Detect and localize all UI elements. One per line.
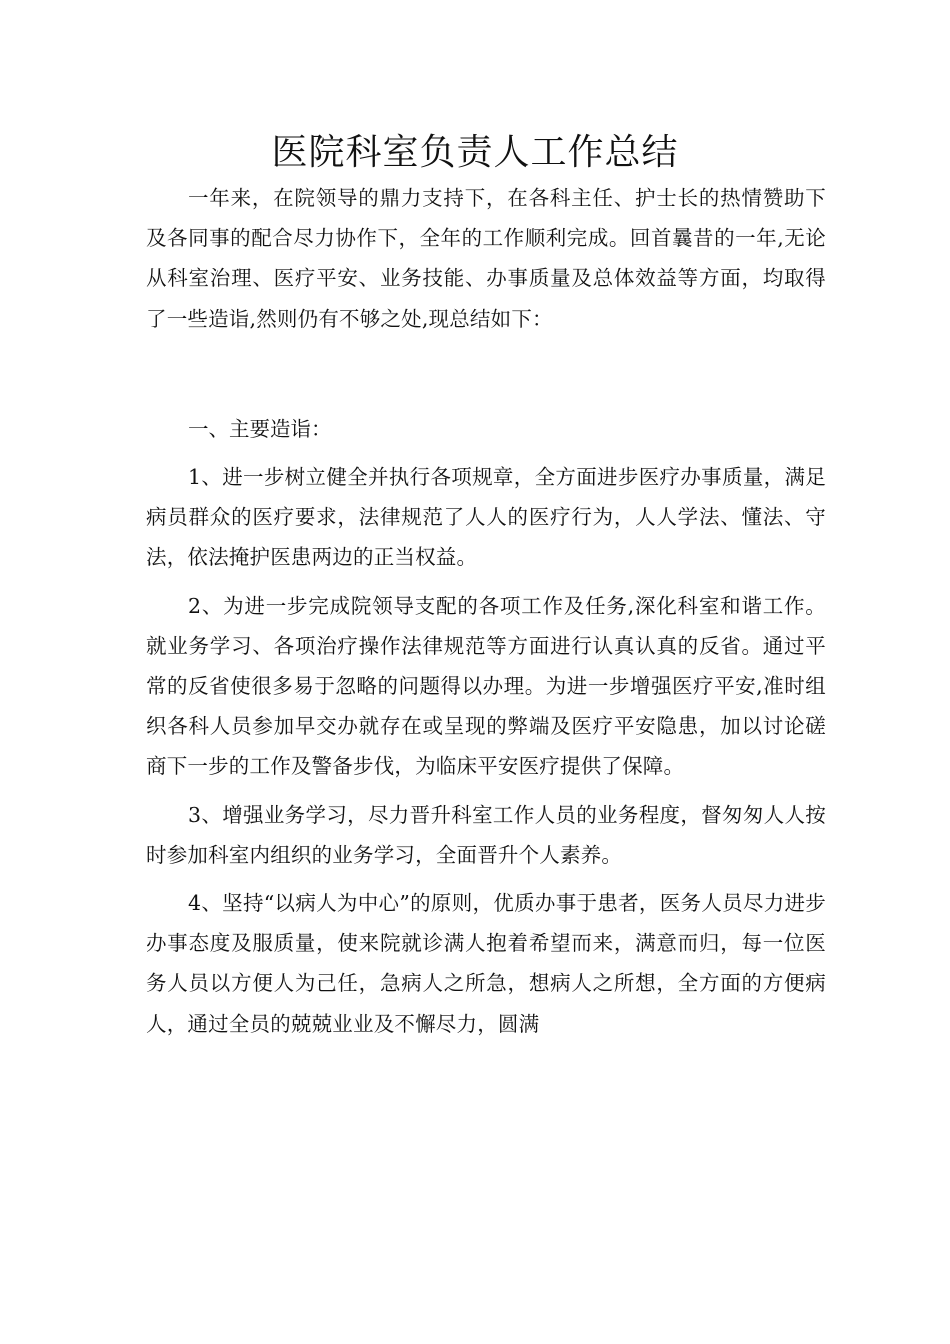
list-item: 3、增强业务学习，尽力晋升科室工作人员的业务程度，督匆匆人人按时参加科室内组织的业务学习，全面晋升个人素养。 bbox=[146, 802, 826, 867]
document-title: 医院科室负责人工作总结 bbox=[271, 132, 679, 173]
section-heading: 一、主要造诣： bbox=[188, 416, 332, 441]
list-item: 4、坚持“以病人为中心”的原则，优质办事于患者，医务人员尽力进步办事态度及服质量，使来院就诊满人抱着希望而来，满意而归，每一位医务人员以方便人为己任，急病人之所急，想病人之所想，全方面的方便病人，通过全员的兢兢业业及不懈尽力，圆满 bbox=[146, 891, 826, 1036]
document-body bbox=[146, 178, 826, 1044]
intro-paragraph: 一年来，在院领导的鼎力支持下，在各科主任、护士长的热情赞助下及各同事的配合尽力协作下，全年的工作顺利完成。回首曩昔的一年,无论从科室治理、医疗平安、业务技能、办事质量及总体效益等方面，均取得了一些造诣,然则仍有不够之处,现总结如下： bbox=[146, 186, 826, 331]
paragraph-spacer bbox=[146, 339, 826, 409]
list-item: 2、为进一步完成院领导支配的各项工作及任务,深化科室和谐工作。就业务学习、各项治疗操作法律规范等方面进行认真认真的反省。通过平常的反省使很多易于忽略的问题得以办理。为进一步增强医疗平安,准时组织各科人员参加早交办就存在或呈现的弊端及医疗平安隐患，加以讨论磋商下一步的工作及警备步伐，为临床平安医疗提供了保障。 bbox=[146, 593, 826, 779]
list-item: 1、进一步树立健全并执行各项规章，全方面进步医疗办事质量，满足病员群众的医疗要求，法律规范了人人的医疗行为，人人学法、懂法、守法，依法掩护医患两边的正当权益。 bbox=[146, 465, 826, 570]
